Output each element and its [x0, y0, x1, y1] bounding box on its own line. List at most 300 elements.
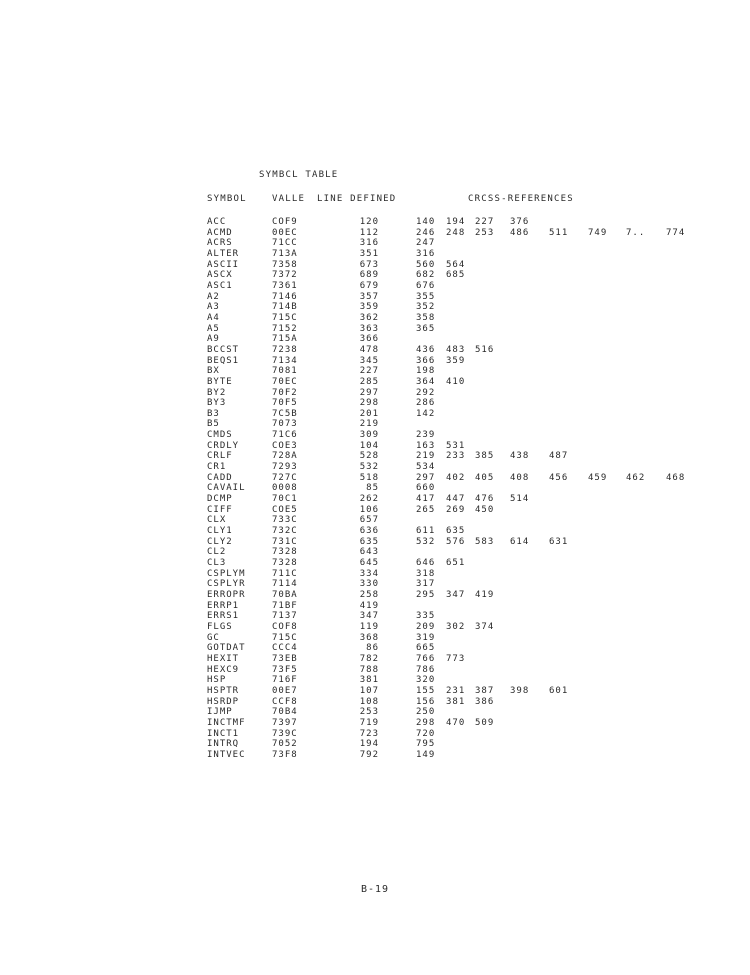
value-cell: COE3	[272, 440, 298, 451]
table-row	[0, 324, 750, 335]
value-cell: 715A	[272, 334, 298, 345]
symbol-cell: CMDS	[207, 430, 233, 441]
value-cell: 733C	[272, 515, 298, 526]
cross-reference-cell: 7..	[626, 227, 646, 238]
table-row	[0, 526, 750, 537]
table-row	[0, 750, 750, 761]
symbol-cell: HSRDP	[207, 696, 240, 707]
symbol-cell: DCMP	[207, 494, 233, 505]
value-cell: 70C1	[272, 494, 298, 505]
cross-reference-cell: 532	[416, 536, 436, 547]
line-defined-cell: 532	[359, 462, 379, 473]
table-row	[0, 388, 750, 399]
line-defined-cell: 219	[359, 419, 379, 430]
line-defined-cell: 657	[359, 515, 379, 526]
line-defined-cell: 673	[359, 259, 379, 270]
value-cell: 713A	[272, 248, 298, 259]
cross-reference-cell: 347	[446, 589, 466, 600]
value-cell: 00EC	[272, 227, 298, 238]
table-row	[0, 686, 750, 697]
symbol-cell: CADD	[207, 472, 233, 483]
table-row	[0, 409, 750, 420]
line-defined-cell: 285	[359, 376, 379, 387]
symbol-cell: INCTMF	[207, 717, 246, 728]
symbol-cell: ACMD	[207, 227, 233, 238]
line-defined-cell: 316	[359, 238, 379, 249]
value-cell: 7146	[272, 291, 298, 302]
value-cell: 727C	[272, 472, 298, 483]
table-row	[0, 430, 750, 441]
value-cell: 7372	[272, 270, 298, 281]
line-defined-cell: 345	[359, 355, 379, 366]
line-defined-cell: 645	[359, 558, 379, 568]
cross-reference-cell: 142	[416, 408, 436, 419]
table-row	[0, 249, 750, 260]
value-cell: 739C	[272, 728, 298, 739]
line-defined-cell: 351	[359, 248, 379, 259]
cross-reference-cell: 516	[475, 344, 495, 355]
value-cell: 73F8	[272, 749, 298, 760]
table-row	[0, 537, 750, 548]
cross-reference-cell: 149	[416, 749, 436, 760]
cross-reference-cell: 198	[416, 366, 436, 377]
value-cell: 731C	[272, 536, 298, 547]
table-row	[0, 643, 750, 654]
cross-reference-cell: 468	[666, 472, 686, 483]
cross-reference-cell: 250	[416, 707, 436, 718]
cross-reference-cell: 531	[446, 440, 466, 451]
cross-reference-cell: 560	[416, 259, 436, 270]
cross-reference-cell: 402	[446, 472, 466, 483]
symbol-cell: A9	[207, 334, 220, 345]
value-cell: 0008	[272, 483, 298, 494]
line-defined-cell: 334	[359, 568, 379, 579]
table-row	[0, 697, 750, 708]
value-cell: 7073	[272, 419, 298, 430]
header-value: VALLE	[272, 194, 306, 204]
cross-reference-cell: 381	[446, 696, 466, 707]
cross-reference-cell: 387	[475, 685, 495, 696]
symbol-cell: HSP	[207, 675, 227, 686]
cross-reference-cell: 436	[416, 344, 436, 355]
value-cell: CCF8	[272, 696, 298, 707]
value-cell: 70EC	[272, 376, 298, 387]
cross-reference-cell: 462	[626, 472, 646, 483]
symbol-cell: ACC	[207, 217, 227, 227]
line-defined-cell: 298	[359, 398, 379, 409]
cross-reference-cell: 302	[446, 621, 466, 632]
table-row	[0, 419, 750, 430]
line-defined-cell: 112	[359, 227, 379, 238]
cross-reference-cell: 564	[446, 259, 466, 270]
table-row	[0, 366, 750, 377]
symbol-cell: BCCST	[207, 344, 240, 355]
table-row	[0, 377, 750, 388]
cross-reference-cell: 233	[446, 451, 466, 462]
cross-reference-cell: 682	[416, 270, 436, 281]
symbol-cell: ASCX	[207, 270, 233, 281]
symbol-cell: A2	[207, 291, 220, 302]
symbol-cell: CRLF	[207, 451, 233, 462]
table-row	[0, 313, 750, 324]
cross-reference-cell: 583	[475, 536, 495, 547]
line-defined-cell: 262	[359, 494, 379, 505]
cross-reference-cell: 352	[416, 302, 436, 313]
symbol-cell: INCT1	[207, 728, 240, 739]
cross-reference-cell: 786	[416, 664, 436, 675]
symbol-cell: CL2	[207, 547, 227, 558]
cross-reference-cell: 514	[510, 494, 530, 505]
cross-reference-cell: 364	[416, 376, 436, 387]
cross-reference-cell: 635	[446, 526, 466, 537]
line-defined-cell: 309	[359, 430, 379, 441]
table-row	[0, 238, 750, 249]
line-defined-cell: 363	[359, 323, 379, 334]
line-defined-cell: 679	[359, 280, 379, 291]
table-row	[0, 611, 750, 622]
value-cell: 70B4	[272, 707, 298, 718]
table-row	[0, 729, 750, 740]
line-defined-cell: 368	[359, 632, 379, 643]
table-row	[0, 494, 750, 505]
cross-reference-cell: 227	[475, 217, 495, 227]
symbol-cell: HSPTR	[207, 685, 240, 696]
line-defined-cell: 108	[359, 696, 379, 707]
table-row	[0, 217, 750, 228]
table-row	[0, 633, 750, 644]
symbol-cell: A3	[207, 302, 220, 313]
line-defined-cell: 381	[359, 675, 379, 686]
cross-reference-cell: 611	[416, 526, 436, 537]
cross-reference-cell: 359	[446, 355, 466, 366]
value-cell: COE5	[272, 504, 298, 515]
cross-reference-cell: 376	[510, 217, 530, 227]
cross-reference-cell: 795	[416, 739, 436, 750]
value-cell: 71CC	[272, 238, 298, 249]
value-cell: 73F5	[272, 664, 298, 675]
cross-reference-cell: 248	[446, 227, 466, 238]
symbol-cell: CR1	[207, 462, 227, 473]
value-cell: COF8	[272, 621, 298, 632]
cross-reference-cell: 405	[475, 472, 495, 483]
symbol-cell: BX	[207, 366, 220, 377]
symbol-cell: ALTER	[207, 248, 240, 259]
cross-reference-cell: 576	[446, 536, 466, 547]
cross-reference-cell: 470	[446, 717, 466, 728]
cross-reference-cell: 660	[416, 483, 436, 494]
line-defined-cell: 689	[359, 270, 379, 281]
symbol-cell: BEQS1	[207, 355, 240, 366]
cross-reference-cell: 374	[475, 621, 495, 632]
line-defined-cell: 635	[359, 536, 379, 547]
cross-reference-cell: 456	[549, 472, 569, 483]
line-defined-cell: 792	[359, 749, 379, 760]
symbol-cell: ACRS	[207, 238, 233, 249]
value-cell: 73EB	[272, 653, 298, 664]
cross-reference-cell: 265	[416, 504, 436, 515]
symbol-cell: CLY2	[207, 536, 233, 547]
line-defined-cell: 85	[366, 483, 379, 494]
line-defined-cell: 297	[359, 387, 379, 398]
cross-reference-cell: 385	[475, 451, 495, 462]
value-cell: 7134	[272, 355, 298, 366]
symbol-cell: CLY1	[207, 526, 233, 537]
symbol-cell: CRDLY	[207, 440, 240, 451]
line-defined-cell: 478	[359, 344, 379, 355]
cross-reference-cell: 749	[588, 227, 608, 238]
cross-reference-cell: 774	[666, 227, 686, 238]
cross-reference-cell: 450	[475, 504, 495, 515]
table-row	[0, 302, 750, 313]
line-defined-cell: 106	[359, 504, 379, 515]
cross-reference-cell: 231	[446, 685, 466, 696]
cross-reference-cell: 286	[416, 398, 436, 409]
cross-reference-cell: 631	[549, 536, 569, 547]
page-title: SYMBCL TABLE	[259, 170, 339, 180]
cross-reference-cell: 155	[416, 685, 436, 696]
value-cell: 728A	[272, 451, 298, 462]
line-defined-cell: 636	[359, 526, 379, 537]
cross-reference-cell: 720	[416, 728, 436, 739]
table-row	[0, 515, 750, 526]
table-row	[0, 270, 750, 281]
cross-reference-cell: 487	[549, 451, 569, 462]
cross-reference-cell: 676	[416, 280, 436, 291]
symbol-cell: GC	[207, 632, 220, 643]
line-defined-cell: 782	[359, 653, 379, 664]
cross-reference-cell: 447	[446, 494, 466, 505]
cross-reference-cell: 534	[416, 462, 436, 473]
cross-reference-cell: 317	[416, 579, 436, 590]
symbol-cell: CL3	[207, 558, 227, 568]
symbol-cell: CSPLYR	[207, 579, 246, 590]
symbol-cell: CAVAIL	[207, 483, 246, 494]
symbol-cell: HEXIT	[207, 653, 240, 664]
table-row	[0, 622, 750, 633]
cross-reference-cell: 410	[446, 376, 466, 387]
cross-reference-cell: 247	[416, 238, 436, 249]
cross-reference-cell: 219	[416, 451, 436, 462]
cross-reference-cell: 766	[416, 653, 436, 664]
table-row	[0, 281, 750, 292]
value-cell: 7293	[272, 462, 298, 473]
cross-reference-cell: 292	[416, 387, 436, 398]
value-cell: 7328	[272, 558, 298, 568]
cross-reference-cell: 358	[416, 312, 436, 323]
cross-reference-cell: 417	[416, 494, 436, 505]
table-row	[0, 654, 750, 665]
line-defined-cell: 86	[366, 643, 379, 654]
symbol-rows	[0, 217, 750, 760]
line-defined-cell: 419	[359, 600, 379, 611]
cross-reference-cell: 163	[416, 440, 436, 451]
symbol-cell: B5	[207, 419, 220, 430]
cross-reference-cell: 601	[549, 685, 569, 696]
symbol-cell: ASCII	[207, 259, 240, 270]
line-defined-cell: 357	[359, 291, 379, 302]
cross-reference-cell: 419	[475, 589, 495, 600]
value-cell: 7152	[272, 323, 298, 334]
symbol-cell: IJMP	[207, 707, 233, 718]
value-cell: 70F5	[272, 398, 298, 409]
cross-reference-cell: 355	[416, 291, 436, 302]
value-cell: 00E7	[272, 685, 298, 696]
table-row	[0, 334, 750, 345]
line-defined-cell: 347	[359, 611, 379, 622]
symbol-cell: BY2	[207, 387, 227, 398]
table-row	[0, 356, 750, 367]
line-defined-cell: 719	[359, 717, 379, 728]
cross-reference-cell: 335	[416, 611, 436, 622]
symbol-cell: CIFF	[207, 504, 233, 515]
line-defined-cell: 362	[359, 312, 379, 323]
line-defined-cell: 120	[359, 217, 379, 227]
page-number: B-19	[360, 884, 390, 895]
cross-reference-cell: 366	[416, 355, 436, 366]
cross-reference-cell: 773	[446, 653, 466, 664]
header-line-defined: LINE DEFINED	[317, 194, 397, 204]
header-symbol: SYMBOL	[207, 194, 247, 204]
value-cell: 715C	[272, 312, 298, 323]
cross-reference-cell: 316	[416, 248, 436, 259]
symbol-cell: ERRS1	[207, 611, 240, 622]
cross-reference-cell: 483	[446, 344, 466, 355]
table-row	[0, 451, 750, 462]
line-defined-cell: 227	[359, 366, 379, 377]
value-cell: 7328	[272, 547, 298, 558]
table-row	[0, 718, 750, 729]
value-cell: CCC4	[272, 643, 298, 654]
cross-reference-cell: 318	[416, 568, 436, 579]
symbol-cell: A5	[207, 323, 220, 334]
value-cell: 7238	[272, 344, 298, 355]
table-row	[0, 675, 750, 686]
value-cell: 7358	[272, 259, 298, 270]
cross-reference-cell: 365	[416, 323, 436, 334]
cross-reference-cell: 320	[416, 675, 436, 686]
header-cross-references: CRCSS-REFERENCES	[468, 194, 574, 204]
cross-reference-cell: 646	[416, 558, 436, 568]
value-cell: 714B	[272, 302, 298, 313]
cross-reference-cell: 295	[416, 589, 436, 600]
cross-reference-cell: 459	[588, 472, 608, 483]
symbol-cell: B3	[207, 408, 220, 419]
cross-reference-cell: 319	[416, 632, 436, 643]
value-cell: COF9	[272, 217, 298, 227]
cross-reference-cell: 156	[416, 696, 436, 707]
cross-reference-cell: 685	[446, 270, 466, 281]
cross-reference-cell: 239	[416, 430, 436, 441]
cross-reference-cell: 194	[446, 217, 466, 227]
line-defined-cell: 330	[359, 579, 379, 590]
cross-reference-cell: 408	[510, 472, 530, 483]
symbol-cell: BYTE	[207, 376, 233, 387]
table-row	[0, 547, 750, 558]
cross-reference-cell: 253	[475, 227, 495, 238]
value-cell: 7081	[272, 366, 298, 377]
value-cell: 7C5B	[272, 408, 298, 419]
value-cell: 70BA	[272, 589, 298, 600]
table-row	[0, 441, 750, 452]
cross-reference-cell: 651	[446, 558, 466, 568]
value-cell: 71C6	[272, 430, 298, 441]
symbol-cell: ERRP1	[207, 600, 240, 611]
value-cell: 7361	[272, 280, 298, 291]
cross-reference-cell: 298	[416, 717, 436, 728]
table-row	[0, 345, 750, 356]
cross-reference-cell: 665	[416, 643, 436, 654]
table-row	[0, 579, 750, 590]
line-defined-cell: 359	[359, 302, 379, 313]
value-cell: 732C	[272, 526, 298, 537]
table-row	[0, 398, 750, 409]
line-defined-cell: 107	[359, 685, 379, 696]
symbol-cell: ASC1	[207, 280, 233, 291]
line-defined-cell: 643	[359, 547, 379, 558]
cross-reference-cell: 386	[475, 696, 495, 707]
line-defined-cell: 104	[359, 440, 379, 451]
cross-reference-cell: 209	[416, 621, 436, 632]
line-defined-cell: 253	[359, 707, 379, 718]
table-row	[0, 228, 750, 239]
table-row	[0, 505, 750, 516]
cross-reference-cell: 614	[510, 536, 530, 547]
cross-reference-cell: 398	[510, 685, 530, 696]
table-row	[0, 569, 750, 580]
value-cell: 7397	[272, 717, 298, 728]
symbol-cell: CLX	[207, 515, 227, 526]
symbol-cell: HEXC9	[207, 664, 240, 675]
cross-reference-cell: 476	[475, 494, 495, 505]
value-cell: 71BF	[272, 600, 298, 611]
line-defined-cell: 528	[359, 451, 379, 462]
table-row	[0, 558, 750, 569]
cross-reference-cell: 297	[416, 472, 436, 483]
line-defined-cell: 201	[359, 408, 379, 419]
value-cell: 711C	[272, 568, 298, 579]
symbol-cell: INTRQ	[207, 739, 240, 750]
symbol-cell: FLGS	[207, 621, 233, 632]
table-row	[0, 601, 750, 612]
symbol-cell: ERROPR	[207, 589, 246, 600]
cross-reference-cell: 246	[416, 227, 436, 238]
table-row	[0, 707, 750, 718]
symbol-cell: CSPLYM	[207, 568, 246, 579]
value-cell: 7137	[272, 611, 298, 622]
table-row	[0, 473, 750, 484]
line-defined-cell: 119	[359, 621, 379, 632]
value-cell: 70F2	[272, 387, 298, 398]
value-cell: 715C	[272, 632, 298, 643]
symbol-cell: GOTDAT	[207, 643, 246, 654]
value-cell: 7052	[272, 739, 298, 750]
line-defined-cell: 518	[359, 472, 379, 483]
line-defined-cell: 194	[359, 739, 379, 750]
table-row	[0, 590, 750, 601]
cross-reference-cell: 140	[416, 217, 436, 227]
cross-reference-cell: 511	[549, 227, 569, 238]
value-cell: 7114	[272, 579, 298, 590]
symbol-cell: A4	[207, 312, 220, 323]
line-defined-cell: 258	[359, 589, 379, 600]
cross-reference-cell: 269	[446, 504, 466, 515]
line-defined-cell: 788	[359, 664, 379, 675]
table-row	[0, 665, 750, 676]
line-defined-cell: 366	[359, 334, 379, 345]
line-defined-cell: 723	[359, 728, 379, 739]
table-row	[0, 292, 750, 303]
table-row	[0, 483, 750, 494]
